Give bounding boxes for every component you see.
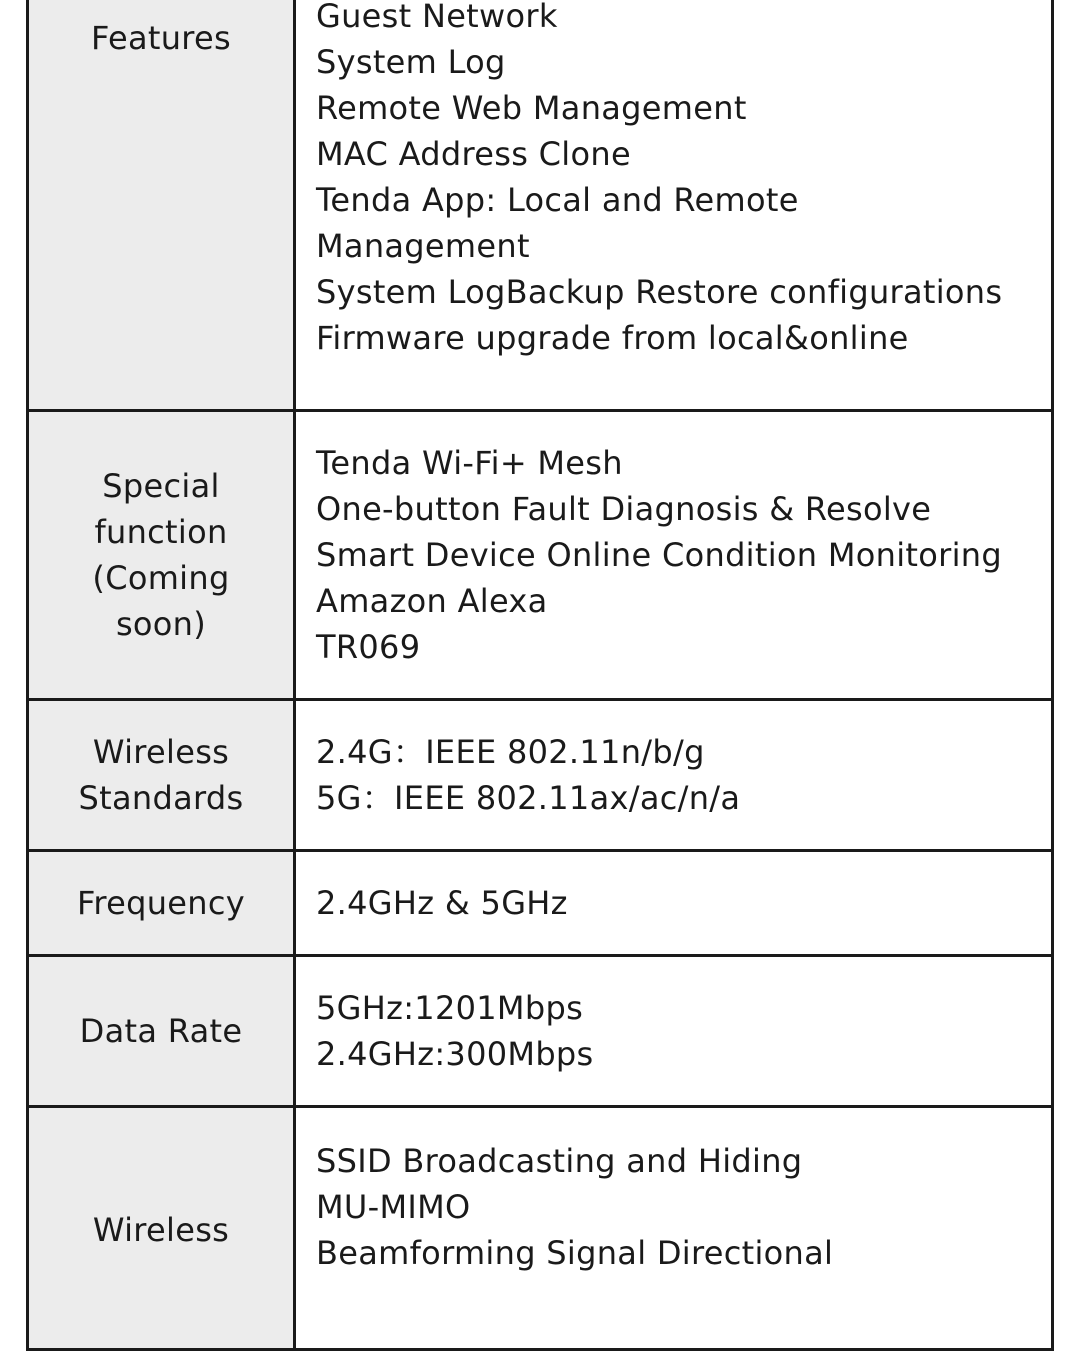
value-line: 5GHz:1201Mbps: [316, 989, 584, 1027]
value-cell: [295, 851, 1053, 956]
value-line: Amazon Alexa: [316, 582, 548, 620]
row-label: Special function (Coming soon): [92, 467, 230, 643]
value-line: System LogBackup Restore configurations: [316, 273, 1003, 311]
label-cell: [28, 956, 295, 1107]
table-row-wireless-standards: [28, 700, 1053, 851]
table-row-features: [28, 0, 1053, 411]
table-row-special-function: [28, 411, 1053, 700]
spec-table: [26, 0, 1054, 1351]
value-line: System Log: [316, 43, 506, 81]
label-cell: [28, 700, 295, 851]
value-cell: [295, 956, 1053, 1107]
value-line: Tenda App: Local and Remote Management: [316, 181, 799, 265]
value-line: TR069: [316, 628, 421, 666]
table-row-data-rate: [28, 956, 1053, 1107]
value-line: Remote Web Management: [316, 89, 747, 127]
label-cell: [28, 0, 295, 411]
value-cell: [295, 700, 1053, 851]
label-cell: [28, 411, 295, 700]
row-label: Frequency: [76, 884, 245, 922]
value-cell: [295, 1107, 1053, 1350]
value-line: 2.4GHz & 5GHz: [316, 884, 568, 922]
value-cell: [295, 0, 1053, 411]
row-label: Wireless Standards: [78, 733, 244, 817]
label-cell: [28, 1107, 295, 1350]
label-cell: [28, 851, 295, 956]
value-line: MAC Address Clone: [316, 135, 631, 173]
row-label: Wireless: [92, 1211, 230, 1249]
row-label: Data Rate: [79, 1012, 243, 1050]
value-line: 2.4G：IEEE 802.11n/b/g: [316, 733, 705, 771]
value-line: Tenda Wi-Fi+ Mesh: [316, 444, 623, 482]
value-line: MU-MIMO: [316, 1188, 471, 1226]
value-line: Guest Network: [316, 0, 558, 35]
value-line: SSID Broadcasting and Hiding: [316, 1142, 803, 1180]
value-line: One-button Fault Diagnosis & Resolve: [316, 490, 932, 528]
row-label: Features: [91, 19, 231, 57]
table-row-frequency: [28, 851, 1053, 956]
value-line: 5G：IEEE 802.11ax/ac/n/a: [316, 779, 741, 817]
table-row-wireless: [28, 1107, 1053, 1350]
value-line: Firmware upgrade from local&online: [316, 319, 909, 357]
value-cell: [295, 411, 1053, 700]
value-line: Smart Device Online Condition Monitoring: [316, 536, 1002, 574]
value-line: 2.4GHz:300Mbps: [316, 1035, 594, 1073]
value-line: Beamforming Signal Directional: [316, 1234, 834, 1272]
